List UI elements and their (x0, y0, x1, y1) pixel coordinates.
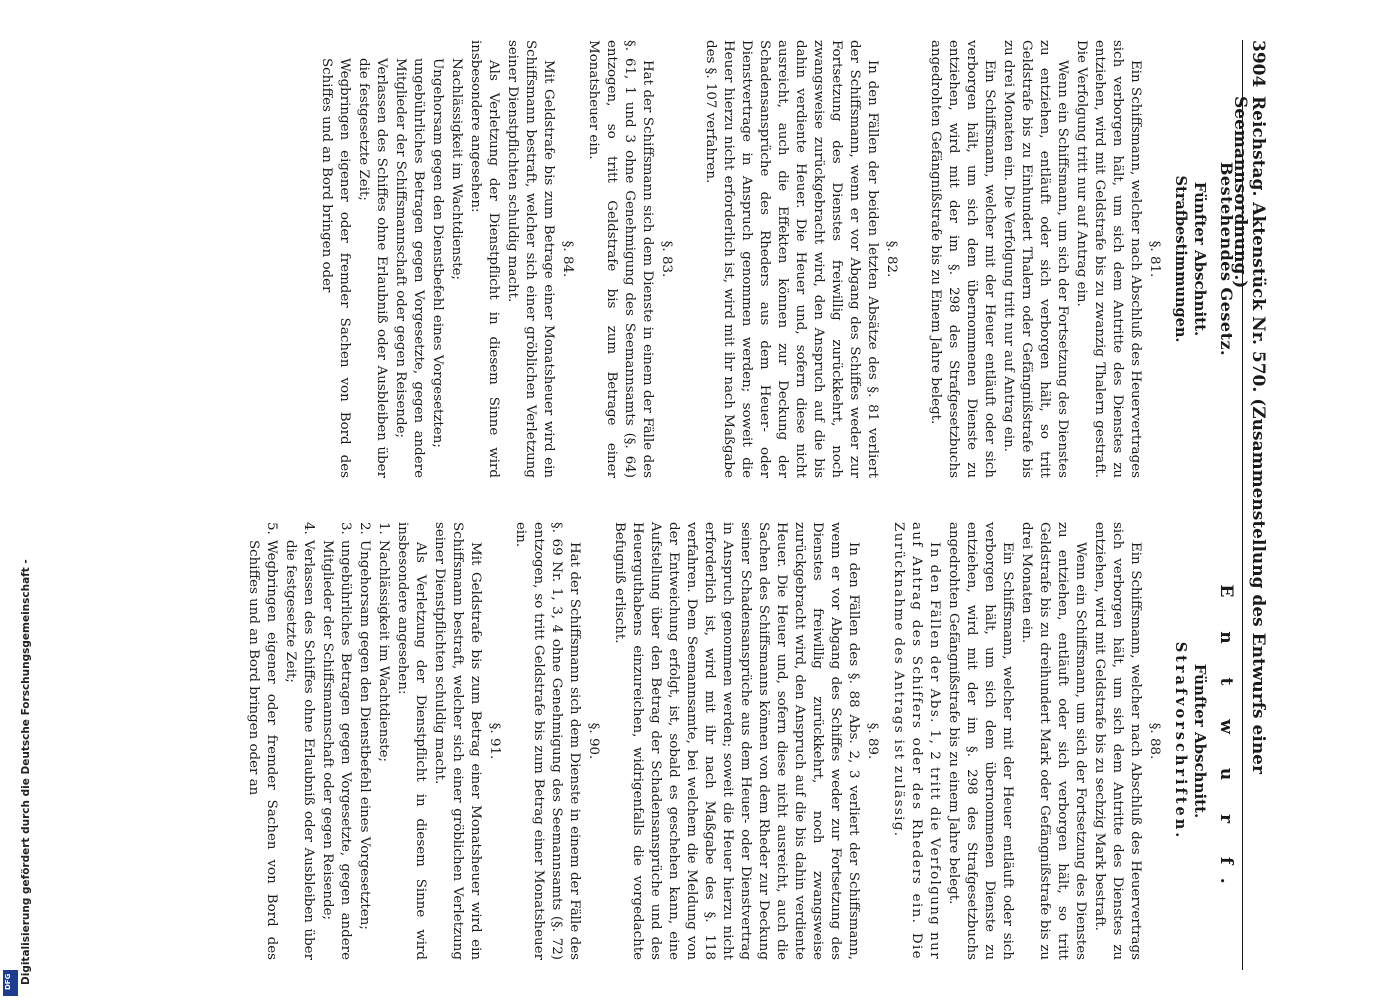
paragraph-text: Ein Schiffsmann, welcher mit der Heuer entläuft oder sich verborgen hält, um sich dem übernommenen Dienste zu entziehen, wird mit der im §. 298 des Strafgesetzbuchs angedrohten Gefängnißstrafe bis zu einem Jahre belegt. (946, 522, 1015, 960)
paragraph-81 (926, 40, 1163, 478)
paragraph-text: Wenn ein Schiffsmann, um sich der Fortsetzung des Dienstes zu entziehen, entläuft oder sich verborgen hält, so tritt Geldstrafe bis zu Einhundert Thalern oder Gefängnißstrafe bis zu drei Monaten ein. Die Verfolgung tritt nur auf Antrag ein. (1001, 40, 1070, 478)
paragraph-number: §. 88. (1147, 722, 1162, 760)
list-item: 1.Nachlässigkeit im Wachtdienste; (376, 522, 391, 763)
paragraph-number: §. 90. (586, 722, 601, 760)
paragraph-82 (701, 40, 900, 478)
paragraph-number: §. 81. (1147, 240, 1162, 278)
paragraph-number: §. 82. (884, 240, 899, 278)
list-item: 2.Ungehorsam gegen den Dienstbefehl eines Vorgesetzten; (357, 522, 372, 930)
paragraph-88 (889, 522, 1163, 960)
credit-text: Digitalisierung gefördert durch die Deutsche Forschungsgemeinschaft - (20, 559, 32, 985)
section-subheading: Strafbestimmungen. (1172, 175, 1189, 343)
column-existing-law (316, 40, 1235, 478)
paragraph-text: Ein Schiffsmann, welcher nach Abschluß des Heuervertrages sich verborgen hält, um sich dem Antritte des Dienstes zu entziehen, wird mit Geldstrafe bis zu zwanzig Thalern gestraft. Die Verfolgung tritt nur auf Antrag ein. (1074, 40, 1143, 478)
list-item: 3.ungebührliches Betragen gegen Vorgesetzte, gegen andere Mitglieder der Schiffsmannschaft oder gegen Reisende; (320, 522, 353, 960)
paragraph-83 (584, 40, 675, 478)
paragraph-text: Mit Geldstrafe bis zum Betrage einer Monatsheuer wird ein Schiffsmann bestraft, welcher sich einer gröblichen Verletzung seiner Dienstpflichten schuldig macht. (505, 40, 556, 478)
header-title: Reichstag. Aktenstück Nr. 570. (Zusammenstellung des Entwurfs einer Seemannsordnung.) (1230, 96, 1268, 774)
column-draft (243, 522, 1235, 960)
offence-list (244, 522, 392, 960)
list-item: Verlassen des Schiffes ohne Erlaubniß oder Ausbleiben über die festgesetzte Zeit; (356, 58, 389, 478)
section-heading: Fünfter Abschnitt. (1191, 663, 1209, 819)
column-title: E n t w u r f. (1216, 584, 1236, 898)
paragraph-91 (244, 522, 503, 960)
paragraph-text: In den Fällen des §. 88 Abs. 2, 3 verliert der Schiffsmann, wenn er vor Abgang des Schiffes weder zur Fortsetzung des Dienstes freiwillig zurückkehrt, noch zwangsweise zurückgebracht wird, den Anspruch auf die bis dahin verdiente Heuer. Die Heuer und, sofern diese nicht ausreicht, auch die Sachen des Schiffsmanns können von dem Rheder zur Deckung seiner Schadensansprüche aus dem Heuer- oder Dienstvertrag in Anspruch genommen werden; soweit die Heuer hierzu nicht erforderlich ist, wird mit ihr nach Maßgabe des §. 118 verfahren. Dem Seemannsamte, bei welchem die Meldung von der Entweichung erfolgt, ist, sobald es geschehen kann, eine Aufstellung über den Betrag der Schadensansprüche und des Heuerguthabens einzureichen, widrigenfalls die vorgedachte Befugniß erlischt. (612, 522, 861, 960)
paragraph-text: In den Fällen der Abs. 1, 2 tritt die Verfolgung nur auf Antrag des Schiffers oder des Rheders ein. Die Zurücknahme des Antrags ist zulässig. (891, 522, 942, 960)
paragraph-text: Ein Schiffsmann, welcher nach Abschluß des Heuervertrags sich verborgen hält, um sich dem Antritte des Dienstes zu entziehen, wird mit Geldstrafe bis zu sechzig Mark bestraft. (1092, 522, 1143, 960)
paragraph-89 (610, 522, 881, 960)
list-item: Wegbringen eigener oder fremder Sachen von Bord des Schiffes und an Bord bringen oder (319, 58, 352, 478)
list-item: Ungehorsam gegen den Dienstbefehl eines Vorgesetzten; (430, 58, 445, 448)
paragraph-text: Als Verletzung der Dienstpflicht in diesem Sinne wird insbesondere angesehen: (395, 522, 428, 960)
page-number: 3904 (1248, 40, 1268, 88)
section-subheading: Strafvorschriften. (1172, 641, 1189, 841)
offence-list (317, 40, 465, 478)
paragraph-text: Mit Geldstrafe bis zum Betrag einer Monatsheuer wird ein Schiffsmann bestraft, welcher sich einer gröblichen Verletzung seiner Dienstpflichten schuldig macht. (432, 522, 483, 960)
paragraph-text: In den Fällen der beiden letzten Absätze des §. 81 verliert der Schiffsmann, wenn er vor Abgang des Schiffes weder zur Fortsetzung des Dienstes freiwillig zurückkehrt, noch zwangsweise zurückgebracht wird, den Anspruch auf die bis dahin verdiente Heuer. Die Heuer und, sofern diese nicht ausreicht, auch die Effekten können zur Deckung der Schadensansprüche des Rheders aus dem Heuer- oder Dienstvertrage in Anspruch genommen werden; soweit die Heuer hierzu nicht erforderlich ist, wird mit ihr nach Maßgabe des §. 107 verfahren. (703, 40, 880, 478)
document-page (10, 0, 1295, 1000)
section-heading: Fünfter Abschnitt. (1191, 181, 1209, 337)
paragraph-text: Ein Schiffsmann, welcher mit der Heuer entläuft oder sich verborgen hält, um sich dem übernommenen Dienste zu entziehen, wird mit der im §. 298 des Strafgesetzbuchs angedrohten Gefängnißstrafe bis zu Einem Jahre belegt. (928, 40, 997, 478)
running-header (1231, 40, 1267, 970)
list-item: 5.Wegbringen eigener oder fremder Sachen von Bord des Schiffes und an Bord bringen oder an (246, 522, 279, 960)
paragraph-90 (511, 522, 602, 960)
paragraph-text: Hat der Schiffsmann sich dem Dienste in einem der Fälle des §. 61, 1 und 3 ohne Genehmigung des Seemannsamts (§. 64) entzogen, so tritt Geldstrafe bis zum Betrage einer Monatsheuer ein. (586, 40, 655, 478)
column-title: Bestehendes Gesetz. (1217, 161, 1236, 357)
dfg-logo-icon: DFG (3, 970, 18, 996)
paragraph-text: Als Verletzung der Dienstpflicht in diesem Sinne wird insbesondere angesehen: (468, 40, 501, 478)
paragraph-number: §. 84. (560, 240, 575, 278)
paragraph-text: Hat der Schiffsmann sich dem Dienste in einem der Fälle des §. 69 Nr. 1, 3, 4 ohne Genehmigung des Seemannsamts (§. 72) entzogen, so tritt Geldstrafe bis zum Betrag einer Monatsheuer ein. (513, 522, 582, 960)
list-item: 4.Verlassen des Schiffes ohne Erlaubniß oder Ausbleiben über die festgesetzte Zeit; (283, 522, 316, 960)
list-item: Nachlässigkeit im Wachtdienste; (449, 58, 464, 281)
list-item: ungebührliches Betragen gegen Vorgesetzte, gegen andere Mitglieder der Schiffsmannschaft oder gegen Reisende; (393, 58, 426, 478)
paragraph-number: §. 91. (487, 722, 502, 760)
paragraph-84 (317, 40, 576, 478)
header-rule (1242, 40, 1243, 970)
paragraph-text: Wenn ein Schiffsmann, um sich der Fortsetzung des Dienstes zu entziehen, entläuft oder sich verborgen hält, so tritt Geldstrafe bis zu dreihundert Mark oder Gefängnißstrafe bis zu drei Monaten ein. (1019, 522, 1088, 960)
paragraph-number: §. 83. (659, 240, 674, 278)
paragraph-number: §. 89. (865, 722, 880, 760)
digitization-credit (0, 0, 32, 1000)
